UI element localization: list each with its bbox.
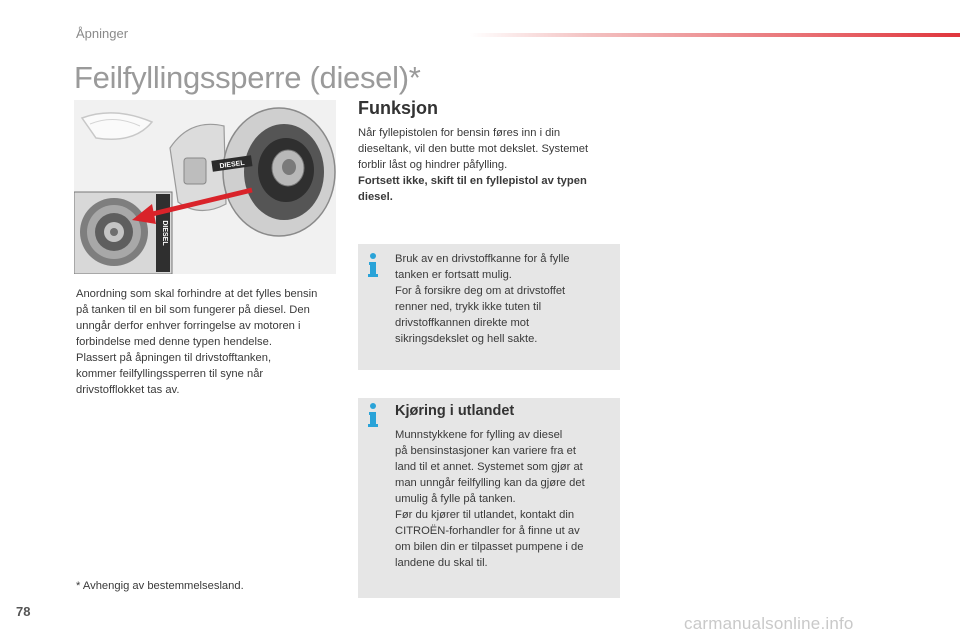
info-line: renner ned, trykk ikke tuten til [395, 301, 542, 313]
fuel-filler-drawing [74, 100, 336, 274]
intro-line: kommer feilfyllingssperren til syne når [76, 368, 264, 380]
intro-line: drivstofflokket tas av. [76, 384, 180, 396]
info-line: For å forsikre deg om at drivstoffet [395, 285, 566, 297]
intro-line: Anordning som skal forhindre at det fylles bensin [76, 288, 318, 300]
info-line: sikringsdekslet og hell sakte. [395, 333, 538, 345]
info-box-text [395, 427, 610, 571]
intro-line: Plassert på åpningen til drivstofftanken, [76, 352, 272, 364]
info-line: om bilen din er tilpasset pumpene i de [395, 541, 584, 553]
page-title: Feilfyllingssperre (diesel)* [74, 60, 421, 95]
watermark: carmanualsonline.info [684, 614, 854, 633]
function-warning-line: Fortsett ikke, skift til en fyllepistol av typen [358, 175, 587, 187]
function-line: Når fyllepistolen for bensin føres inn i din [358, 127, 561, 139]
info-line: tanken er fortsatt mulig. [395, 269, 512, 281]
function-paragraph [358, 125, 620, 205]
info-line: Bruk av en drivstoffkanne for å fylle [395, 253, 570, 265]
function-line: forblir låst og hindrer påfylling. [358, 159, 508, 171]
function-warning-line: diesel. [358, 191, 393, 203]
footnote: * Avhengig av bestemmelsesland. [76, 580, 244, 592]
info-line: landene du skal til. [395, 557, 488, 569]
info-line: Før du kjører til utlandet, kontakt din [395, 509, 575, 521]
info-line: CITROËN-forhandler for å finne ut av [395, 525, 580, 537]
info-icon [366, 252, 380, 278]
info-line: man unngår feilfylling kan da gjøre det [395, 477, 585, 489]
intro-paragraph [76, 286, 340, 398]
intro-line: på tanken til en bil som fungerer på diesel. Den [76, 304, 310, 316]
function-heading: Funksjon [358, 98, 438, 118]
intro-line: forbindelse med denne typen hendelse. [76, 336, 272, 348]
info-box-fuel-can [358, 244, 620, 370]
info-line: drivstoffkannen direkte mot [395, 317, 530, 329]
function-line: dieseltank, vil den butte mot dekslet. Systemet [358, 143, 589, 155]
info-icon [366, 402, 380, 428]
info-box-driving-abroad [358, 398, 620, 598]
diesel-label-text: DIESEL [219, 159, 246, 171]
section-label: Åpninger [76, 26, 129, 41]
driving-abroad-heading: Kjøring i utlandet [395, 403, 515, 419]
intro-line: unngår derfor enhver forringelse av motoren i [76, 320, 301, 332]
info-line: umulig å fylle på tanken. [395, 493, 516, 505]
info-line: på bensinstasjoner kan variere fra et [395, 445, 576, 457]
fuel-filler-illustration [74, 100, 336, 274]
info-box-text [395, 251, 610, 347]
info-line: land til et annet. Systemet som gjør at [395, 461, 583, 473]
page-number: 78 [16, 604, 31, 619]
info-line: Munnstykkene for fylling av diesel [395, 429, 563, 441]
diesel-inset-text: DIESEL [161, 220, 168, 246]
header-accent-line [470, 33, 960, 37]
